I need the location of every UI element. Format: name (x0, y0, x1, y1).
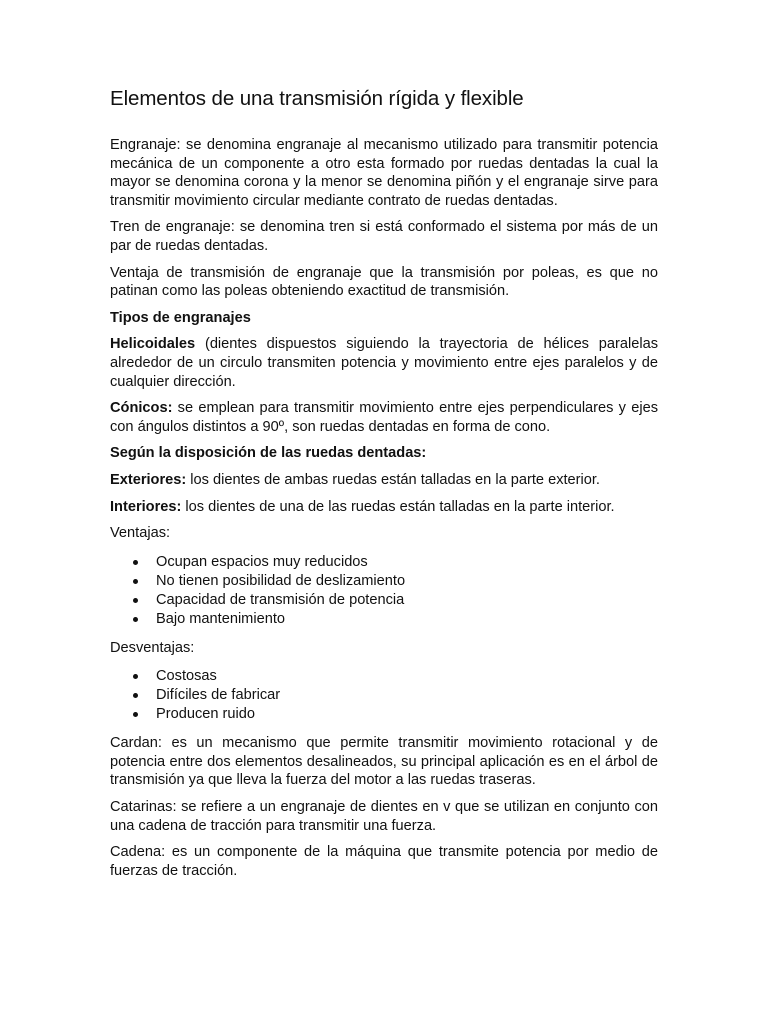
paragraph-interiores (110, 498, 658, 517)
paragraph-cadena: Cadena: es un componente de la máquina que transmite potencia por medio de fuerzas de tracción. (110, 844, 658, 879)
paragraph-engranaje: Engranaje: se denomina engranaje al mecanismo utilizado para transmitir potencia mecánica de un componente a otro esta formado por ruedas dentadas la cual la mayor se denomina corona y la menor se denomina piñón y el engranaje sirve para transmitir movimiento circular mediante contrato de ruedas dentadas. (110, 137, 658, 209)
text-exteriores: los dientes de ambas ruedas están talladas en la parte exterior. (186, 471, 600, 488)
label-desventajas: Desventajas: (110, 639, 195, 656)
list-item-desventaja: Difíciles de fabricar (156, 686, 658, 705)
heading-disposicion: Según la disposición de las ruedas dentadas: (110, 445, 427, 462)
text-conicos: se emplean para transmitir movimiento entre ejes perpendiculares y ejes con ángulos distintos a 90º, son ruedas dentadas en forma de cono. (110, 400, 658, 435)
text-interiores: los dientes de una de las ruedas están talladas en la parte interior. (181, 498, 615, 515)
list-item-ventaja: Ocupan espacios muy reducidos (156, 553, 658, 572)
list-item-desventaja: Costosas (156, 667, 658, 686)
list-item-ventaja: Capacidad de transmisión de potencia (156, 591, 658, 610)
paragraph-ventaja: Ventaja de transmisión de engranaje que la transmisión por poleas, es que no patinan como las poleas obteniendo exactitud de transmisión. (110, 264, 658, 300)
term-conicos: Cónicos: (110, 400, 173, 417)
paragraph-catarinas: Catarinas: se refiere a un engranaje de dientes en v que se utilizan en conjunto con una cadena de tracción para transmitir una fuerza. (110, 799, 658, 834)
list-ventajas (110, 553, 658, 629)
paragraph-cardan: Cardan: es un mecanismo que permite transmitir movimiento rotacional y de potencia entre dos elementos desalineados, su principal aplicación es en el árbol de transmisión ya que lleva la fuerza del motor a las ruedas traseras. (110, 735, 658, 789)
list-item-ventaja: Bajo mantenimiento (156, 610, 658, 629)
list-item-ventaja: No tienen posibilidad de deslizamiento (156, 572, 658, 591)
document-title: Elementos de una transmisión rígida y flexible (110, 87, 524, 110)
paragraph-helicoidales (110, 335, 658, 391)
heading-tipos: Tipos de engranajes (110, 309, 251, 326)
label-ventajas: Ventajas: (110, 525, 171, 542)
term-exteriores: Exteriores: (110, 471, 187, 488)
paragraph-tren: Tren de engranaje: se denomina tren si está conformado el sistema por más de un par de ruedas dentadas. (110, 219, 658, 254)
paragraph-exteriores (110, 471, 658, 490)
term-interiores: Interiores: (110, 498, 182, 515)
list-desventajas (110, 667, 658, 724)
paragraph-conicos (110, 399, 658, 436)
term-helicoidales: Helicoidales (110, 336, 196, 353)
list-item-desventaja: Producen ruido (156, 705, 658, 724)
text-helicoidales: (dientes dispuestos siguiendo la trayectoria de hélices paralelas alrededor de un circulo transmiten potencia y movimiento entre ejes paralelos y de cualquier dirección. (110, 336, 658, 390)
